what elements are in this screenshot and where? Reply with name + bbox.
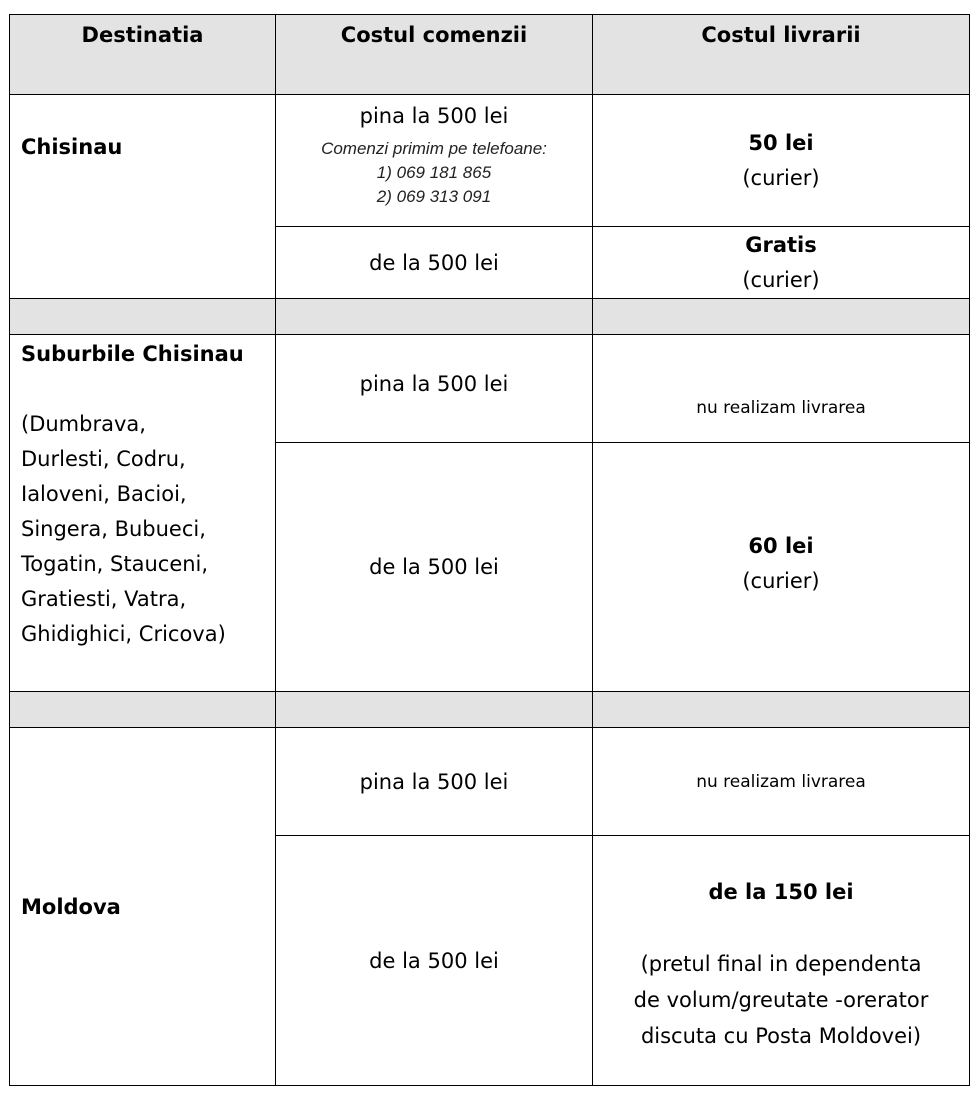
price-note: (curier) bbox=[742, 569, 820, 593]
price: Gratis bbox=[745, 232, 817, 257]
dest-title: Suburbile Chisinau bbox=[21, 342, 244, 366]
price: 60 lei bbox=[748, 534, 814, 558]
price-note-line: de volum/greutate -orerator bbox=[633, 988, 929, 1012]
price-note: (curier) bbox=[742, 267, 820, 292]
phone-1: 1) 069 181 865 bbox=[376, 163, 492, 182]
delivery-table bbox=[9, 14, 970, 1086]
suburb-line: Togatin, Stauceni, bbox=[21, 552, 209, 576]
price: nu realizam livrarea bbox=[593, 728, 970, 836]
order-cost: de la 500 lei bbox=[276, 443, 593, 692]
header-destination: Destinatia bbox=[10, 15, 276, 95]
table-row bbox=[10, 728, 970, 836]
phones-title: Comenzi primim pe telefoane: bbox=[321, 139, 547, 158]
spacer-row bbox=[10, 692, 970, 728]
header-row bbox=[10, 15, 970, 95]
dest-moldova: Moldova bbox=[10, 728, 276, 1086]
order-cost: de la 500 lei bbox=[276, 836, 593, 1086]
dest-suburbs bbox=[10, 335, 276, 692]
suburb-line: (Dumbrava, bbox=[21, 412, 146, 436]
price: de la 150 lei bbox=[708, 880, 854, 904]
price-note: (curier) bbox=[742, 165, 820, 190]
order-cost: de la 500 lei bbox=[276, 227, 593, 299]
header-order-cost: Costul comenzii bbox=[276, 15, 593, 95]
header-delivery-cost: Costul livrarii bbox=[593, 15, 970, 95]
price-note-line: (pretul final in dependenta bbox=[640, 952, 922, 976]
price-note-line: discuta cu Posta Moldovei) bbox=[640, 1024, 922, 1048]
spacer-row bbox=[10, 299, 970, 335]
price: nu realizam livrarea bbox=[593, 335, 970, 443]
suburb-line: Ialoveni, Bacioi, bbox=[21, 482, 187, 506]
suburb-line: Durlesti, Codru, bbox=[21, 447, 186, 471]
table-row bbox=[10, 95, 970, 227]
order-cost: pina la 500 lei bbox=[276, 335, 593, 443]
order-cost: pina la 500 lei bbox=[359, 104, 509, 128]
price-cell bbox=[593, 443, 970, 692]
price-cell bbox=[593, 227, 970, 299]
suburb-line: Singera, Bubueci, bbox=[21, 517, 206, 541]
suburb-line: Gratiesti, Vatra, bbox=[21, 587, 187, 611]
price-cell bbox=[593, 95, 970, 227]
order-cell bbox=[276, 95, 593, 227]
suburb-line: Ghidighici, Cricova) bbox=[21, 622, 226, 646]
table-row bbox=[10, 335, 970, 443]
price: 50 lei bbox=[748, 130, 814, 155]
dest-chisinau: Chisinau bbox=[10, 95, 276, 299]
order-cost: pina la 500 lei bbox=[276, 728, 593, 836]
phone-2: 2) 069 313 091 bbox=[376, 187, 492, 206]
price-cell bbox=[593, 836, 970, 1086]
